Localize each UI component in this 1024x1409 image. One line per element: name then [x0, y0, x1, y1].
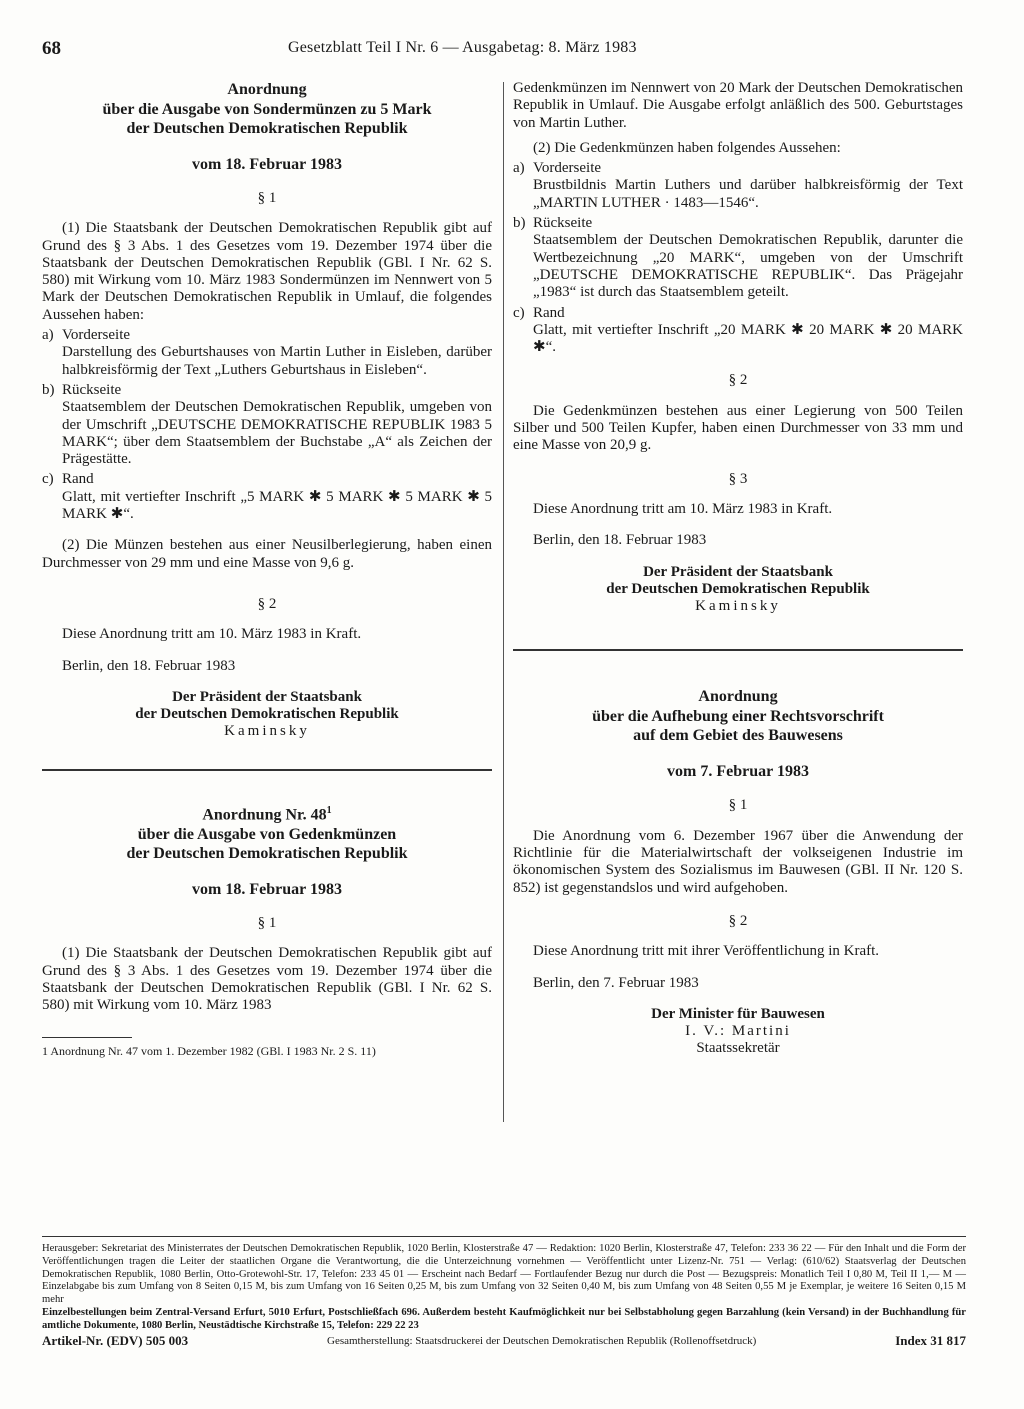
doc2-section-1-text-cont: Gedenkmünzen im Nennwert von 20 Mark der Deutschen Demokratischen Republik in Umlauf. Die Ausgabe erfolgt anläßlich des 500. Geburtstages von Martin Luther.: [513, 80, 963, 131]
item-text: Glatt, mit vertiefter Inschrift „5 MARK ✱ 5 MARK ✱ 5 MARK ✱ 5 MARK ✱“.: [62, 488, 492, 523]
section-divider: [513, 649, 963, 651]
doc2-signer-name: Kaminsky: [695, 598, 781, 615]
doc2-signer-title1: Der Präsident der Staatsbank: [643, 563, 833, 580]
printer: Gesamtherstellung: Staatsdruckerei der Deutschen Demokratischen Republik (Rollenoffsetdruck): [327, 1334, 757, 1347]
doc2-place-date: Berlin, den 18. Februar 1983: [533, 532, 707, 549]
item-text: Staatsemblem der Deutschen Demokratischen Republik, darunter die Wertbezeichnung „20 MARK“, umgeben von der Umschrift „DEUTSCHE DEMOKRATISCHE REPUBLIK“. Das Prägejahr „1983“ ist durch das Staatsemblem geteilt.: [533, 232, 963, 301]
doc1-title-line1: Anordnung: [227, 81, 307, 98]
item-title: Vorderseite: [533, 160, 602, 177]
doc3-signer-role: Staatssekretär: [696, 1040, 780, 1057]
ordinance-building-repeal: [513, 687, 963, 1057]
footnote-reference: 1: [326, 804, 332, 816]
doc1-signer-title1: Der Präsident der Staatsbank: [172, 688, 362, 705]
ordinance-48-continued: [513, 80, 963, 615]
doc3-title-line2: über die Aufhebung einer Rechtsvorschrift: [592, 707, 884, 725]
imprint-publisher: Herausgeber: Sekretariat des Ministerrates der Deutschen Demokratischen Republik, 1020 Berlin, Klosterstraße 47 — Redaktion: 1020 Berlin, Klosterstraße 47, Telefon: 233 36 22 — Für den Inhalt und die Form der Veröffentlichungen tragen die Leiter der staatlichen Organe die Verantwortung, die die Unterzeichnung vornehmen — Veröffentlicht unter Lizenz-Nr. 751 — Verlag: (610/62) Staatsverlag der Deutschen Demokratischen Republik, 1080 Berlin, Otto-Grotewohl-Str. 17, Telefon: 233 45 01 — Erscheint nach Bedarf — Fortlaufender Bezug nur durch die Post — Bezugspreis: Monatlich Teil I 0,80 M, Teil II 1,— M — Einzelabgabe bis zum Umfang von 8 Seiten 0,15 M, bis zum Umfang von 16 Seiten 0,25 M, bis zum Umfang von 32 Seiten 0,40 M, bis zum Umfang von 48 Seiten 0,55 M je Exemplar, je weitere 16 Seiten 0,15 M mehr: [42, 1243, 966, 1306]
doc2-item-b: [513, 215, 963, 301]
left-column: [42, 80, 492, 1058]
doc3-title-line3: auf dem Gebiet des Bauwesens: [633, 727, 843, 745]
item-text: Brustbildnis Martin Luthers und darüber halbkreisförmig der Text „MARTIN LUTHER · 1483—1546“.: [533, 177, 963, 211]
doc1-item-b: [42, 382, 492, 468]
doc1-section-1-text: (1) Die Staatsbank der Deutschen Demokratischen Republik gibt auf Grund des § 3 Abs. 1 des Gesetzes vom 19. Dezember 1974 über die Staatsbank der Deutschen Demokratischen Republik (GBl. I Nr. 62 S. 580) mit Wirkung vom 10. März 1983 Sondermünzen im Nennwert von 5 Mark der Deutschen Demokratischen Republik in Umlauf, die folgendes Aussehen haben:: [42, 220, 492, 323]
doc2-section-1-text-start: (1) Die Staatsbank der Deutschen Demokratischen Republik gibt auf Grund des § 3 Abs. 1 des Gesetzes vom 19. Dezember 1974 über die Staatsbank der Deutschen Demokratischen Republik (GBl. I Nr. 62 S. 580) mit Wirkung vom 10. März 1983: [42, 945, 492, 1014]
doc1-date: vom 18. Februar 1983: [192, 155, 342, 173]
doc3-signer-name: I. V.: Martini: [685, 1023, 791, 1040]
article-number: Artikel-Nr. (EDV) 505 003: [42, 1332, 189, 1348]
doc1-place-date: Berlin, den 18. Februar 1983: [62, 657, 236, 674]
section-divider: [42, 769, 492, 771]
doc2-title-line3: der Deutschen Demokratischen Republik: [126, 845, 408, 863]
doc1-title-line2: über die Ausgabe von Sondermünzen zu 5 Mark: [102, 100, 432, 118]
doc2-title-line2: über die Ausgabe von Gedenkmünzen: [137, 825, 397, 843]
doc1-section-1-sub2: (2) Die Münzen bestehen aus einer Neusilberlegierung, haben einen Durchmesser von 29 mm und eine Masse von 9,6 g.: [42, 537, 492, 571]
item-title: Rand: [62, 471, 94, 488]
doc3-section-1-heading: § 1: [728, 797, 748, 814]
ordinance-48-commemorative-coins: [42, 801, 492, 1058]
doc3-section-1-text: Die Anordnung vom 6. Dezember 1967 über die Anwendung der Richtlinie für die Materialwirtschaft der volkseigenen Industrie im ökonomischen System des Sozialismus im Bauwesen (GBl. II Nr. 120 S. 852) ist gegenstandslos und wird aufgehoben.: [513, 827, 963, 896]
item-text: Glatt, mit vertiefter Inschrift „20 MARK ✱ 20 MARK ✱ 20 MARK ✱“.: [533, 321, 963, 356]
doc2-section-2-text: Die Gedenkmünzen bestehen aus einer Legierung von 500 Teilen Silber und 500 Teilen Kupfer, haben einen Durchmesser von 33 mm und eine Masse von 20,9 g.: [513, 402, 963, 454]
doc2-section-1-sub2: (2) Die Gedenkmünzen haben folgendes Aussehen:: [533, 139, 841, 156]
footnote-rule: [42, 1037, 132, 1038]
doc1-signer-name: Kaminsky: [224, 723, 310, 740]
doc2-section-1-heading: § 1: [257, 915, 277, 932]
running-title: Gesetzblatt Teil I Nr. 6 — Ausgabetag: 8. März 1983: [288, 39, 637, 56]
imprint: [42, 1236, 966, 1347]
doc2-date: vom 18. Februar 1983: [192, 880, 342, 898]
item-label: b): [513, 215, 526, 232]
doc1-section-1-heading: § 1: [257, 190, 277, 206]
doc3-signer-title: Der Minister für Bauwesen: [651, 1005, 825, 1022]
doc3-section-2-text: Diese Anordnung tritt mit ihrer Veröffentlichung in Kraft.: [533, 943, 880, 960]
doc2-item-c: [513, 305, 963, 357]
doc2-item-a: [513, 160, 963, 212]
doc2-title-line1: [42, 801, 492, 825]
item-label: c): [513, 304, 525, 321]
item-label: a): [513, 160, 525, 177]
doc3-title-line1: Anordnung: [698, 688, 778, 706]
doc2-section-3-text: Diese Anordnung tritt am 10. März 1983 in Kraft.: [533, 500, 833, 517]
doc1-item-a: [42, 327, 492, 379]
item-title: Rand: [533, 304, 565, 321]
doc3-section-2-heading: § 2: [728, 912, 748, 929]
item-title: Vorderseite: [62, 327, 131, 344]
footnote: 1 Anordnung Nr. 47 vom 1. Dezember 1982 (GBl. I 1983 Nr. 2 S. 11): [42, 1043, 376, 1058]
item-title: Rückseite: [533, 215, 593, 232]
doc2-section-3-heading: § 3: [728, 470, 748, 487]
doc1-title-line3: der Deutschen Demokratischen Republik: [126, 120, 408, 137]
doc1-section-2-heading: § 2: [257, 595, 277, 612]
doc1-item-c: [42, 471, 492, 523]
item-title: Rückseite: [62, 381, 122, 398]
item-text: Darstellung des Geburtshauses von Martin Luther in Eisleben, darüber halbkreisförmig der Text „Luthers Geburtshaus in Eisleben“.: [62, 344, 492, 378]
doc3-date: vom 7. Februar 1983: [667, 762, 809, 780]
item-label: c): [42, 471, 54, 488]
doc3-place-date: Berlin, den 7. Februar 1983: [533, 974, 699, 991]
ordinance-special-coins: [42, 80, 492, 741]
doc2-title-text: Anordnung Nr. 48: [202, 806, 327, 824]
item-label: a): [42, 327, 54, 344]
doc2-signer-title2: der Deutschen Demokratischen Republik: [606, 580, 870, 597]
doc2-section-2-heading: § 2: [728, 372, 748, 389]
page-number: 68: [42, 38, 61, 59]
column-divider: [503, 82, 504, 1122]
right-column: [513, 80, 963, 1058]
index-number: Index 31 817: [895, 1332, 966, 1348]
item-text: Staatsemblem der Deutschen Demokratischen Republik, umgeben von der Umschrift „DEUTSCHE DEMOKRATISCHE REPUBLIK 1983 5 MARK“; über dem Staatsemblem der Buchstabe „A“ als Zeichen der Prägestätte.: [62, 399, 492, 468]
doc1-section-2-text: Diese Anordnung tritt am 10. März 1983 in Kraft.: [62, 626, 362, 643]
doc1-signer-title2: der Deutschen Demokratischen Republik: [135, 706, 399, 723]
imprint-bottom-line: [42, 1332, 966, 1348]
item-label: b): [42, 381, 55, 398]
imprint-orders: Einzelbestellungen beim Zentral-Versand Erfurt, 5010 Erfurt, Postschließfach 696. Außerdem besteht Kaufmöglichkeit nur bei Selbstabholung gegen Barzahlung (kein Versand) in der Buchhandlung für amtliche Dokumente, 1080 Berlin, Neustädtische Kirchstraße 15, Telefon: 229 22 23: [42, 1306, 966, 1331]
